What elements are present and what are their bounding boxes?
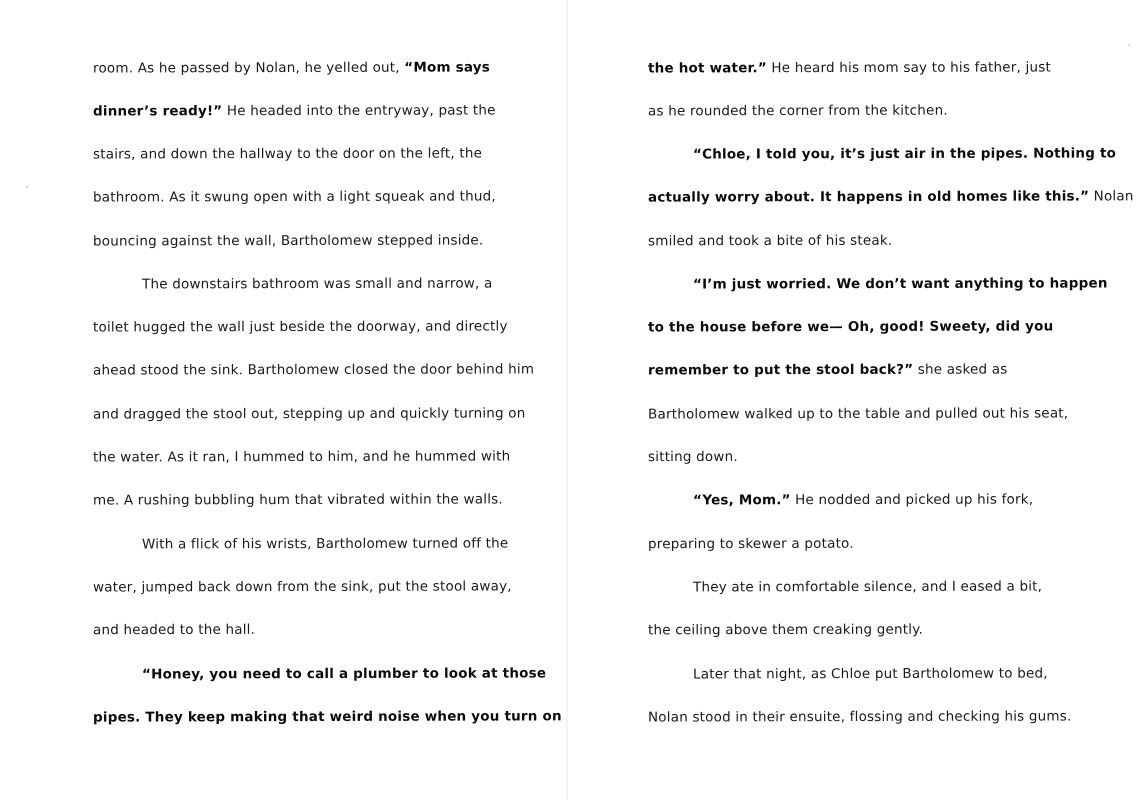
- text-line: [648, 706, 1072, 727]
- narration-text: They ate in comfortable silence, and I eased a bit,: [692, 578, 1043, 596]
- dialogue-text: “Chloe, I told you, it’s just air in the pipes. Nothing to: [692, 145, 1117, 163]
- narration-text: bathroom. As it swung open with a light squeak and thud,: [92, 188, 496, 206]
- text-line: [142, 274, 493, 295]
- narration-text: room. As he passed by Nolan, he yelled out,: [92, 59, 405, 77]
- text-line: [93, 186, 496, 207]
- text-line: [648, 231, 892, 252]
- text-line: [648, 57, 1051, 78]
- text-line: [693, 490, 1033, 511]
- narration-text: me. A rushing bubbling hum that vibrated within the walls.: [92, 491, 503, 509]
- text-line: [93, 143, 482, 164]
- narration-text: Nolan: [1089, 188, 1134, 205]
- text-line: [93, 57, 490, 78]
- text-line: [93, 100, 496, 121]
- text-line: [93, 316, 508, 337]
- narration-text: water, jumped back down from the sink, put the stool away,: [92, 578, 512, 596]
- narration-text: stairs, and down the hallway to the door on the left, the: [92, 145, 483, 163]
- narration-text: the water. As it ran, I hummed to him, and he hummed with: [92, 448, 511, 466]
- text-line: [648, 403, 1068, 424]
- text-line: [93, 446, 510, 467]
- dialogue-text: the hot water.”: [647, 60, 767, 77]
- narration-text: as he rounded the corner from the kitchen.: [647, 102, 948, 120]
- narration-text: bouncing against the wall, Bartholomew stepped inside.: [92, 232, 484, 250]
- dialogue-text: “Yes, Mom.”: [692, 492, 791, 509]
- narration-text: sitting down.: [647, 448, 738, 466]
- dialogue-text: to the house before we— Oh, good! Sweety, did you: [647, 318, 1054, 336]
- text-line: [93, 403, 526, 424]
- dialogue-text: remember to put the stool back?”: [647, 361, 914, 379]
- dialogue-text: “Mom says: [404, 59, 491, 76]
- text-line: [93, 620, 255, 640]
- narration-text: the ceiling above them creaking gently.: [647, 621, 924, 639]
- text-line: [93, 489, 503, 510]
- text-line: [648, 447, 738, 467]
- dialogue-text: dinner’s ready!”: [92, 103, 223, 120]
- narration-text: Bartholomew walked up to the table and pulled out his seat,: [647, 405, 1069, 423]
- scan-speck: [26, 186, 28, 188]
- text-line: [648, 186, 1134, 207]
- text-line: [93, 576, 512, 597]
- narration-text: she asked as: [913, 361, 1008, 378]
- text-line: [93, 359, 534, 380]
- narration-text: Later that night, as Chloe put Bartholomew to bed,: [692, 665, 1048, 683]
- narration-text: smiled and took a bite of his steak.: [647, 232, 893, 250]
- text-line: [142, 534, 508, 555]
- narration-text: preparing to skewer a potato.: [647, 535, 854, 553]
- text-line: [93, 230, 483, 251]
- narration-text: and dragged the stool out, stepping up and quickly turning on: [92, 405, 526, 423]
- dialogue-text: pipes. They keep making that weird noise when you turn on: [92, 708, 562, 726]
- text-line: [693, 273, 1108, 294]
- narration-text: With a flick of his wrists, Bartholomew turned off the: [141, 535, 509, 553]
- text-line: [648, 101, 948, 122]
- narration-text: ahead stood the sink. Bartholomew closed the door behind him: [92, 361, 535, 379]
- text-line: [693, 664, 1048, 685]
- narration-text: He nodded and picked up his fork,: [790, 491, 1034, 509]
- text-line: [648, 316, 1053, 337]
- text-line: [693, 577, 1042, 598]
- narration-text: toilet hugged the wall just beside the doorway, and directly: [92, 318, 508, 336]
- text-line: [142, 663, 546, 684]
- text-line: [693, 143, 1116, 164]
- narration-text: and headed to the hall.: [92, 621, 256, 639]
- text-line: [648, 360, 1008, 381]
- narration-text: He headed into the entryway, past the: [222, 102, 496, 120]
- text-line: [648, 534, 854, 555]
- narration-text: The downstairs bathroom was small and narrow, a: [141, 275, 493, 293]
- narration-text: Nolan stood in their ensuite, flossing and checking his gums.: [647, 708, 1072, 726]
- dialogue-text: actually worry about. It happens in old homes like this.”: [647, 188, 1090, 206]
- dialogue-text: “Honey, you need to call a plumber to look at those: [141, 665, 547, 683]
- narration-text: He heard his mom say to his father, just: [766, 59, 1051, 77]
- scan-speck: [1128, 44, 1130, 46]
- text-line: [93, 706, 562, 727]
- text-line: [648, 620, 923, 641]
- dialogue-text: “I’m just worried. We don’t want anything to happen: [692, 275, 1108, 293]
- right-page: [568, 0, 1136, 800]
